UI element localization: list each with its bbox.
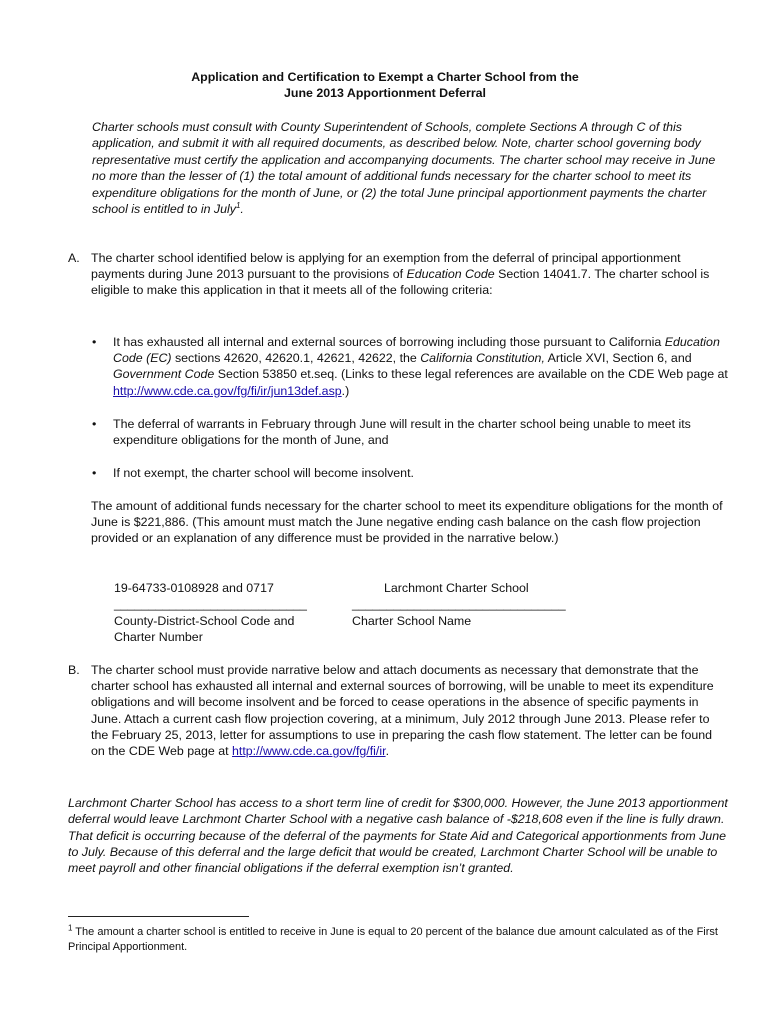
school-name-value: Larchmont Charter School	[384, 581, 529, 595]
title-line-2: June 2013 Apportionment Deferral	[284, 86, 486, 100]
intro-text: Charter schools must consult with County Superintendent of Schools, complete Sections A through C of this application, and submit it with all required documents, as described below. Note, charter school governing body representative must certify the application and accompanying documents. The charter school may receive in June no more than the lesser of (1) the total amount of additional funds necessary for the charter school to meet its expenditure obligations for the month of June, or (2) the total June principal apportionment payments the charter school is entitled to in July	[92, 120, 716, 217]
bullet-text: It has exhausted all internal and external sources of borrowing including those pursuant to California Education Code (EC) sections 42620, 42620.1, 42621, 42622, the California Constitution, Article XVI, Section 6, and Government Code Section 53850 et.seq. (Links to these legal references are available on the CDE Web page at http://www.cde.ca.gov/fg/fi/ir/jun13def.asp.)	[113, 335, 728, 398]
criteria-bullet-borrowing	[92, 334, 732, 399]
title-line-1: Application and Certification to Exempt a Charter School from the	[191, 70, 579, 84]
bullet-marker: •	[92, 335, 97, 349]
bullet-marker: •	[92, 417, 97, 431]
section-b	[68, 662, 728, 759]
section-b-letter: B.	[68, 663, 80, 677]
section-a-text: The charter school identified below is applying for an exemption from the deferral of principal apportionment payments during June 2013 pursuant to the provisions of Education Code Section 14041.7. The charter school is eligible to make this application in that it meets all of the following criteria:	[91, 251, 710, 298]
school-code-value: 19-64733-0108928 and 0717	[114, 581, 274, 595]
footnote-reference[interactable]: 1	[235, 200, 241, 210]
footnote	[68, 925, 718, 955]
cde-jun13def-link[interactable]: http://www.cde.ca.gov/fg/fi/ir/jun13def.asp	[113, 383, 342, 398]
footnote-divider	[68, 916, 249, 917]
bullet-marker: •	[92, 466, 97, 480]
amount-paragraph: The amount of additional funds necessary for the charter school to meet its expenditure obligations for the month of June is $221,886. (This amount must match the June negative ending cash balance on the cash flow projection provided or an explanation of any difference must be provided in the narrative below.)	[91, 499, 723, 546]
bullet-text: If not exempt, the charter school will become insolvent.	[113, 466, 414, 480]
school-name-rule: _______________________________	[352, 597, 566, 611]
section-a-letter: A.	[68, 251, 80, 265]
bullet-text: The deferral of warrants in February through June will result in the charter school being unable to meet its expenditure obligations for the month of June, and	[113, 417, 691, 448]
footnote-marker: 1	[68, 923, 73, 933]
cde-fiscal-link[interactable]: http://www.cde.ca.gov/fg/fi/ir	[231, 744, 386, 759]
school-code-label: County-District-School Code and Charter Number	[114, 614, 295, 645]
intro-paragraph: Charter schools must consult with County Superintendent of Schools, complete Sections A through C of this application, and submit it with all required documents, as described below. Note, charter school governing body representative must certify the application and accompanying documents. The charter school may receive in June no more than the lesser of (1) the total amount of additional funds necessary for the charter school to meet its expenditure obligations for the month of June, or (2) the total June principal apportionment payments the charter school is entitled to in July$^1$.	[92, 120, 716, 217]
document-title	[0, 69, 770, 101]
criteria-bullet-deferral	[92, 416, 732, 448]
criteria-bullet-insolvent	[92, 465, 732, 481]
footnote-text: The amount a charter school is entitled to receive in June is equal to 20 percent of the balance due amount calculated as of the First Principal Apportionment.	[68, 926, 718, 953]
section-a	[68, 250, 728, 299]
school-name-label: Charter School Name	[352, 614, 472, 628]
section-b-text: The charter school must provide narrative below and attach documents as necessary that demonstrate that the charter school has exhausted all internal and external sources of borrowing, will be unable to meet its expenditure obligations and will become insolvent and be forced to cease operations in the absence of specific payments in June. Attach a current cash flow projection covering, at a minimum, July 2012 through June 2013. Please refer to the February 25, 2013, letter for assumptions to use in preparing the cash flow statement. The letter can be found on the CDE Web page at http://www.cde.ca.gov/fg/fi/ir.	[91, 663, 714, 759]
narrative-response: Larchmont Charter School has access to a short term line of credit for $300,000. However, the June 2013 apportionment deferral would leave Larchmont Charter School with a negative cash balance of -$218,608 even if the line is fully drawn. That deficit is occurring because of the deferral of the payments for State Aid and Categorical apportionments from June to July. Because of this deferral and the large deficit that would be created, Larchmont Charter School will be unable to meet payroll and other financial obligations if the deferral exemption isn’t granted.	[68, 796, 728, 876]
school-code-rule: ____________________________	[114, 597, 307, 611]
